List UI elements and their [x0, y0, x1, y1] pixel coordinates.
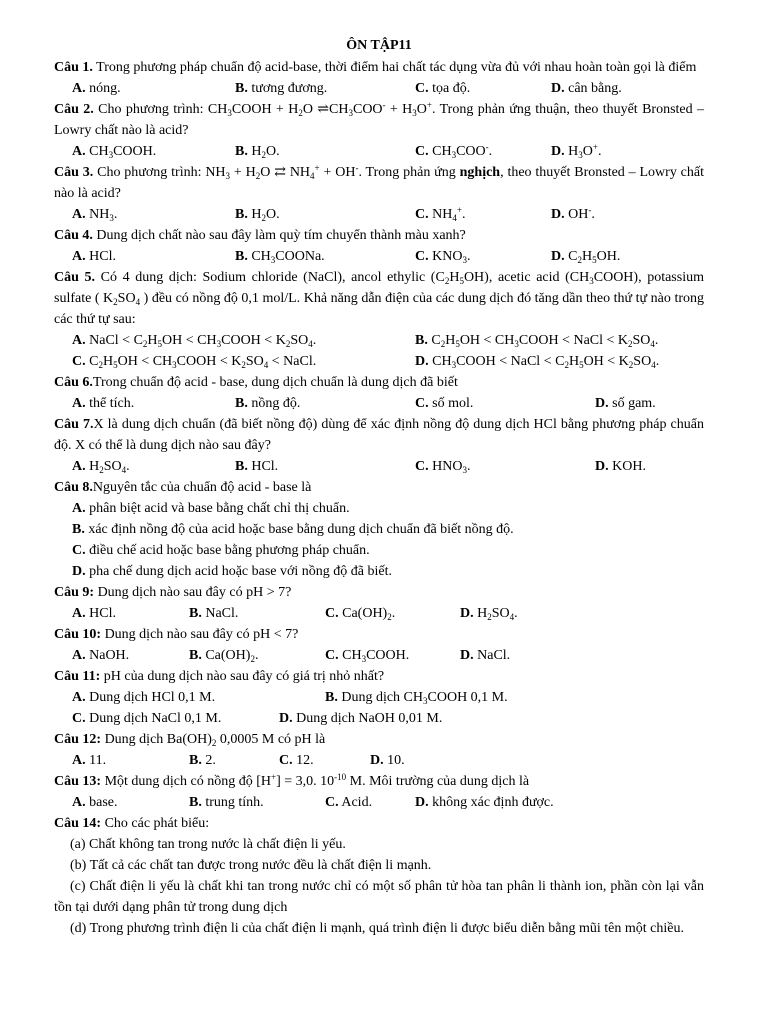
question-text: Một dung dịch có nồng độ [H+] = 3,0. $10^{-10}$ M. Môi trường của dung dịch là	[104, 772, 530, 789]
option-d: D. OH-.	[551, 205, 595, 222]
question-11	[54, 666, 704, 687]
option-a: A. NaCl < $C_2H_5OH$ < $CH_3COOH < K_2SO_4$.	[72, 333, 317, 349]
question-number: Câu 11:	[54, 669, 101, 684]
option-b: B. trung tính.	[189, 795, 264, 810]
option-b: B. $C_2H_5OH$ < $CH_3COOH$ < NaCl < $K_2SO_4$.	[415, 333, 659, 349]
equilibrium-arrow-icon: ⇄	[274, 165, 286, 180]
option-a: A. Dung dịch HCl 0,1 M.	[72, 690, 216, 705]
options-row	[54, 750, 704, 771]
question-4	[54, 225, 704, 246]
option-d: D. cân bằng.	[551, 81, 622, 96]
options-row	[54, 645, 704, 666]
option-c: C. Dung dịch NaCl 0,1 M.	[72, 711, 222, 726]
option-c: C. $NH_4^+$.	[415, 205, 466, 223]
option-c: C. tọa độ.	[415, 81, 471, 96]
question-text: Trong phương pháp chuẩn độ acid-base, thời điểm hai chất tác dụng vừa đủ với nhau hoàn toàn gọi là điểm	[96, 60, 697, 75]
option-d: D. số gam.	[595, 396, 656, 411]
question-14	[54, 813, 704, 834]
question-text: Nguyên tắc của chuẩn độ acid - base là	[92, 480, 312, 495]
option-b: B. NaCl.	[189, 606, 239, 621]
options-row	[54, 204, 704, 225]
question-5	[54, 267, 704, 330]
option-d: D. KOH.	[595, 459, 646, 474]
option-a: A. nóng.	[72, 81, 121, 96]
question-text: X là dung dịch chuẩn (đã biết nồng độ) dùng để xác định nồng độ dung dịch HCl bằng phương pháp chuẩn độ. X có thể là dung dịch nào sau đây?	[54, 417, 704, 453]
option-a: A. HCl.	[72, 606, 116, 621]
question-text: pH của dung dịch nào sau đây có giá trị nhỏ nhất?	[103, 669, 385, 684]
options-row	[54, 330, 704, 351]
question-3	[54, 162, 704, 204]
option-d: D. $CH_3COOH$ < NaCl < $C_2H_5OH < K_2SO_4$.	[415, 354, 660, 370]
options-row	[54, 708, 704, 729]
question-number: Câu 5.	[54, 270, 96, 285]
question-number: Câu 14:	[54, 816, 102, 831]
option-d: D. $C_2H_5OH$.	[551, 249, 621, 265]
option-b: B. nồng độ.	[235, 396, 301, 411]
question-number: Câu 3.	[54, 165, 94, 180]
option-a: A. NaOH.	[72, 648, 130, 663]
question-10	[54, 624, 704, 645]
question-6	[54, 372, 704, 393]
question-7	[54, 414, 704, 456]
statement-a: (a) Chất không tan trong nước là chất điện li yếu.	[70, 837, 346, 852]
option-a: A. phân biệt acid và base bằng chất chỉ thị chuẩn.	[72, 501, 350, 516]
question-text: Có 4 dung dịch: Sodium chloride (NaCl), ancol ethylic $(C_2H_5OH)$, acetic acid $(CH_3COOH)$, potassium sulfate ( $K_2SO_4$ ) đều có nồng độ 0,1 mol/L. Khả năng dẫn điện của các dung dịch đó tăng dần theo thứ tự nào trong các thứ tự sau:	[54, 270, 704, 327]
question-text: Dung dịch nào sau đây có pH < 7?	[104, 627, 299, 642]
options-row	[54, 78, 704, 99]
option-b: B. $Ca(OH)_2$.	[189, 648, 259, 664]
option-c: C. $C_2H_5OH$ < $CH_3COOH < K_2SO_4$ < NaCl.	[72, 354, 317, 370]
options-row	[54, 141, 704, 162]
question-8	[54, 477, 704, 498]
option-c: C. $KNO_3$.	[415, 249, 471, 265]
option-d: D. pha chế dung dịch acid hoặc base với nồng độ đã biết.	[72, 564, 392, 579]
option-c: C. $CH_3COOH$.	[325, 648, 410, 664]
question-number: Câu 6.	[54, 375, 93, 390]
question-12	[54, 729, 704, 750]
option-c: C. Acid.	[325, 795, 373, 810]
option-d: D. 10.	[370, 753, 405, 768]
question-number: Câu 1.	[54, 60, 93, 75]
option-a: A. $H_2SO_4$.	[72, 459, 130, 475]
question-9	[54, 582, 704, 603]
statement-d: (d) Trong phương trình điện li của chất điện li mạnh, quá trình điện li được biểu diễn bằng mũi tên một chiều.	[70, 921, 684, 936]
question-text: Dung dịch $Ba(OH)_2$ 0,0005 M có pH là	[104, 732, 326, 748]
option-b: B. xác định nồng độ của acid hoặc base bằng dung dịch chuẩn đã biết nồng độ.	[72, 522, 514, 537]
options-row	[54, 603, 704, 624]
option-b: B. $H_2O$.	[235, 207, 280, 223]
question-1	[54, 57, 704, 78]
option-d: D. NaCl.	[460, 648, 511, 663]
question-number: Câu 4.	[54, 228, 93, 243]
option-b: B. Dung dịch $CH_3COOH$ 0,1 M.	[325, 690, 508, 706]
question-text: Cho các phát biểu:	[104, 816, 210, 831]
option-c: C. $HNO_3$.	[415, 459, 471, 475]
question-number: Câu 9:	[54, 585, 95, 600]
option-d: D. Dung dịch NaOH 0,01 M.	[279, 711, 443, 726]
question-number: Câu 7.	[54, 417, 94, 432]
question-number: Câu 13:	[54, 774, 102, 789]
options-row	[54, 792, 704, 813]
option-d: D. $H_2SO_4$.	[460, 606, 518, 622]
option-b: B. $CH_3COONa$.	[235, 249, 325, 265]
option-a: A. HCl.	[72, 249, 116, 264]
options-row	[54, 351, 704, 372]
statement-b: (b) Tất cả các chất tan được trong nước đều là chất điện li mạnh.	[70, 858, 432, 873]
option-c: C. 12.	[279, 753, 314, 768]
question-number: Câu 2.	[54, 102, 94, 117]
option-d: D. không xác định được.	[415, 795, 554, 810]
question-text: Cho phương trình: $CH_3COOH + H_2O$ $\rightleftharpoons CH_3COO^- + H_3O^+$. Trong phản ứng thuận, theo thuyết Bronsted – Lowry chất nào là acid?	[54, 100, 704, 138]
option-c: C. điều chế acid hoặc base bằng phương pháp chuẩn.	[72, 543, 370, 558]
question-text: Trong chuẩn độ acid - base, dung dịch chuẩn là dung dịch đã biết	[92, 375, 458, 390]
option-a: A. 11.	[72, 753, 107, 768]
option-a: A. base.	[72, 795, 118, 810]
option-b: B. HCl.	[235, 459, 279, 474]
question-text: Dung dịch chất nào sau đây làm quỳ tím chuyển thành màu xanh?	[96, 228, 466, 243]
option-a: A. thể tích.	[72, 396, 135, 411]
option-a: A. $CH_3COOH$.	[72, 144, 157, 160]
option-a: A. $NH_3$.	[72, 207, 118, 223]
question-number: Câu 12:	[54, 732, 102, 747]
option-c: C. $Ca(OH)_2$.	[325, 606, 396, 622]
question-number: Câu 10:	[54, 627, 102, 642]
options-row	[54, 456, 704, 477]
question-number: Câu 8.	[54, 480, 93, 495]
option-b: B. 2.	[189, 753, 216, 768]
option-c: C. $CH_3COO^-$.	[415, 142, 493, 160]
question-text: Dung dịch nào sau đây có pH > 7?	[97, 585, 292, 600]
option-d: D. $H_3O^+$.	[551, 142, 602, 160]
options-row	[54, 393, 704, 414]
options-row	[54, 687, 704, 708]
question-text: Cho phương trình: $NH_3 + H_2O$ ⇄ $NH_4^+ + OH^-$. Trong phản ứng nghịch, theo thuyết Bronsted – Lowry chất nào là acid?	[54, 163, 704, 201]
option-c: C. số mol.	[415, 396, 474, 411]
option-b: B. tương đương.	[235, 81, 328, 96]
page-title: ÔN TẬP11	[346, 38, 412, 53]
question-2	[54, 99, 704, 141]
document-page	[54, 36, 704, 939]
option-b: B. $H_2O$.	[235, 144, 280, 160]
options-row	[54, 246, 704, 267]
question-13	[54, 771, 704, 792]
statement-c: (c) Chất điện li yếu là chất khi tan trong nước chỉ có một số phân tử hòa tan phân li thành ion, phần còn lại vẫn tồn tại dưới dạng phân tử trong dung dịch	[54, 879, 704, 915]
